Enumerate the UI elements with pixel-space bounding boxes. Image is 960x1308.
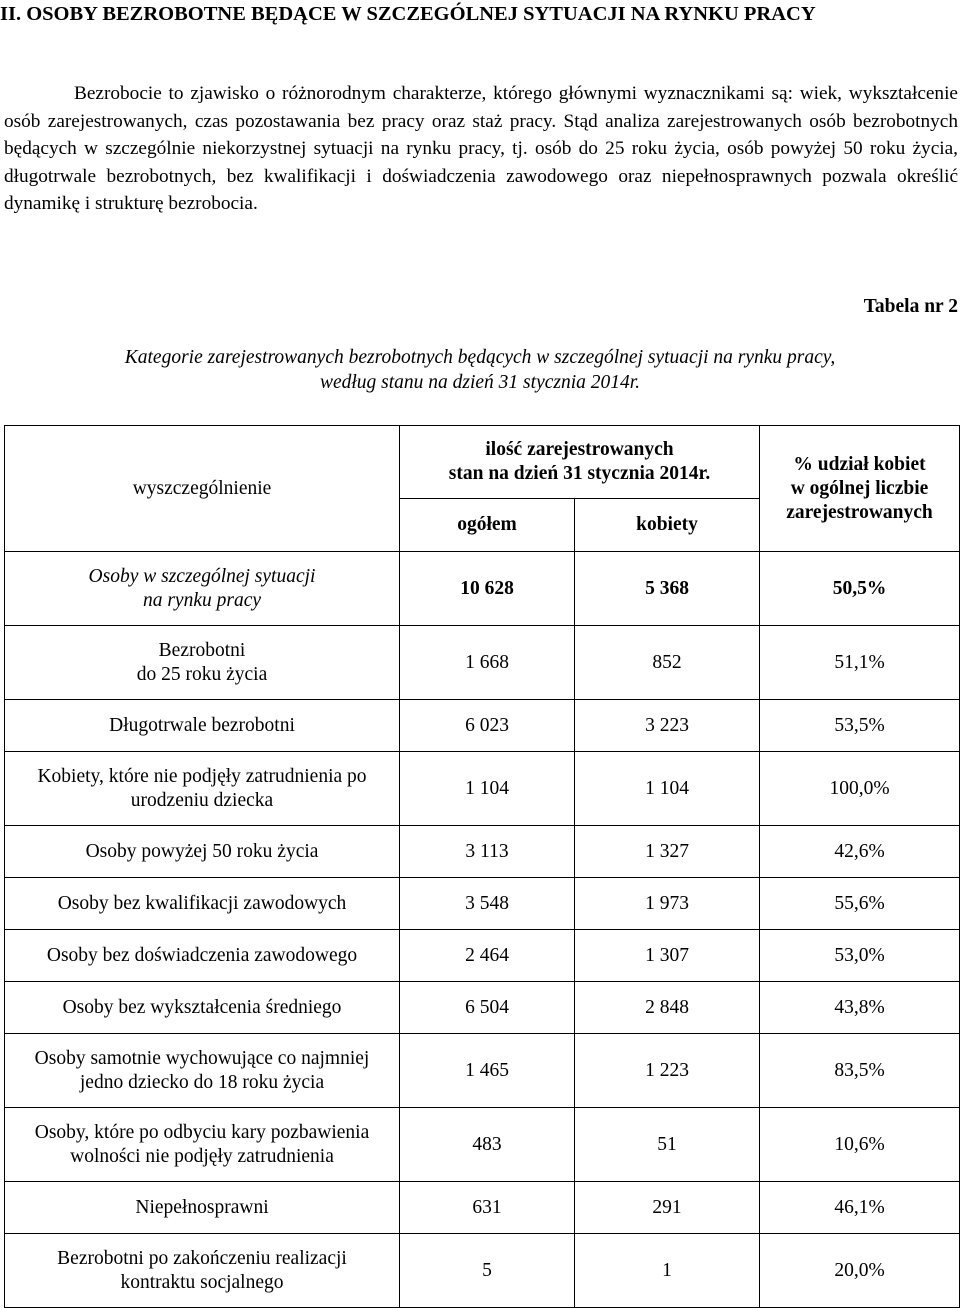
header-pct-line-2: w ogólnej liczbie (790, 477, 929, 499)
row-women: 2 848 (575, 982, 760, 1034)
row-women: 291 (575, 1182, 760, 1234)
row-pct: 83,5% (760, 1034, 960, 1108)
row-women: 1 104 (575, 752, 760, 826)
row-total: 2 464 (400, 930, 575, 982)
table-row (5, 1108, 960, 1182)
table-header-row (5, 426, 960, 499)
row-pct: 53,5% (760, 700, 960, 752)
row-pct: 53,0% (760, 930, 960, 982)
row-total: 1 668 (400, 626, 575, 700)
table-row (5, 826, 960, 878)
row-pct: 42,6% (760, 826, 960, 878)
section-heading: II. OSOBY BEZROBOTNE BĘDĄCE W SZCZEGÓLNEJ SYTUACJI NA RYNKU PRACY (0, 3, 816, 25)
table-row (5, 1034, 960, 1108)
row-label: Niepełnosprawni (5, 1182, 400, 1234)
header-pct-line-1: % udział kobiet (793, 453, 926, 475)
row-label-line-1: Osoby samotnie wychowujące co najmniej (34, 1047, 370, 1069)
header-kobiety: kobiety (575, 499, 760, 552)
row-pct: 46,1% (760, 1182, 960, 1234)
table-caption (0, 345, 960, 395)
row-label: Osoby powyżej 50 roku życia (5, 826, 400, 878)
row-women: 1 (575, 1234, 760, 1308)
row-total: 631 (400, 1182, 575, 1234)
row-label-line-2: wolności nie podjęły zatrudnienia (70, 1145, 334, 1167)
row-pct: 10,6% (760, 1108, 960, 1182)
row-pct: 51,1% (760, 626, 960, 700)
header-ogolem: ogółem (400, 499, 575, 552)
row-total: 1 465 (400, 1034, 575, 1108)
table-row (5, 982, 960, 1034)
row-label-line-1: Bezrobotni (158, 639, 246, 661)
table-row (5, 752, 960, 826)
header-pct-women (760, 426, 960, 552)
row-label-line-1: Kobiety, które nie podjęły zatrudnienia po (37, 765, 367, 787)
row-total: 483 (400, 1108, 575, 1182)
table-row (5, 878, 960, 930)
row-women: 852 (575, 626, 760, 700)
table-number: Tabela nr 2 (863, 296, 958, 317)
caption-line-2: według stanu na dzień 31 stycznia 2014r. (319, 372, 641, 393)
row-pct: 43,8% (760, 982, 960, 1034)
row-women: 1 223 (575, 1034, 760, 1108)
table-row (5, 552, 960, 626)
header-count-group (400, 426, 760, 499)
row-label (5, 752, 400, 826)
table-row (5, 626, 960, 700)
row-label (5, 1108, 400, 1182)
row-total: 6 504 (400, 982, 575, 1034)
row-women: 1 973 (575, 878, 760, 930)
row-label: Osoby bez doświadczenia zawodowego (5, 930, 400, 982)
header-pct-line-3: zarejestrowanych (786, 501, 933, 523)
table-row (5, 1182, 960, 1234)
row-label-line-1: Bezrobotni po zakończeniu realizacji (57, 1247, 347, 1269)
row-label-line-2: do 25 roku życia (136, 663, 268, 685)
row-total: 1 104 (400, 752, 575, 826)
row-label: Osoby bez kwalifikacji zawodowych (5, 878, 400, 930)
row-label-line-1: Osoby w szczególnej sytuacji (88, 565, 316, 587)
row-women: 1 307 (575, 930, 760, 982)
row-label: Długotrwale bezrobotni (5, 700, 400, 752)
row-label: Osoby bez wykształcenia średniego (5, 982, 400, 1034)
row-women: 51 (575, 1108, 760, 1182)
header-count-line-1: ilość zarejestrowanych (485, 439, 674, 460)
row-pct: 100,0% (760, 752, 960, 826)
row-women: 5 368 (575, 552, 760, 626)
header-count-line-2: stan na dzień 31 stycznia 2014r. (448, 463, 711, 484)
row-total: 3 548 (400, 878, 575, 930)
row-pct: 55,6% (760, 878, 960, 930)
intro-paragraph: Bezrobocie to zjawisko o różnorodnym charakterze, którego głównymi wyznacznikami są: wiek, wykształcenie osób zarejestrowanych, czas pozostawania bez pracy oraz staż pracy. Stąd analiza zarejestrowanych osób bezrobotnych będących w szczególnie niekorzystnej sytuacji na rynku pracy, tj. osób do 25 roku życia, osób powyżej 50 roku życia, długotrwale bezrobotnych, bez kwalifikacji i doświadczenia zawodowego oraz niepełnosprawnych pozwala określić dynamikę i strukturę bezrobocia. (4, 83, 958, 214)
row-pct: 50,5% (760, 552, 960, 626)
row-total: 6 023 (400, 700, 575, 752)
row-women: 3 223 (575, 700, 760, 752)
table-row (5, 700, 960, 752)
row-label-line-2: jedno dziecko do 18 roku życia (79, 1071, 325, 1093)
row-label (5, 1034, 400, 1108)
row-women: 1 327 (575, 826, 760, 878)
row-label-line-2: kontraktu socjalnego (120, 1271, 284, 1293)
caption-line-1: Kategorie zarejestrowanych bezrobotnych będących w szczególnej sytuacji na rynku pracy, (124, 347, 836, 368)
row-total: 5 (400, 1234, 575, 1308)
row-pct: 20,0% (760, 1234, 960, 1308)
row-label-line-2: urodzeniu dziecka (130, 789, 274, 811)
table-row (5, 930, 960, 982)
header-wyszczegolnienie: wyszczególnienie (5, 426, 400, 552)
row-total: 10 628 (400, 552, 575, 626)
table-row (5, 1234, 960, 1308)
row-total: 3 113 (400, 826, 575, 878)
row-label-line-2: na rynku pracy (142, 589, 262, 611)
row-label (5, 1234, 400, 1308)
row-label-line-1: Osoby, które po odbyciu kary pozbawienia (34, 1121, 370, 1143)
unemployed-categories-table (4, 425, 960, 1308)
row-label (5, 552, 400, 626)
row-label (5, 626, 400, 700)
